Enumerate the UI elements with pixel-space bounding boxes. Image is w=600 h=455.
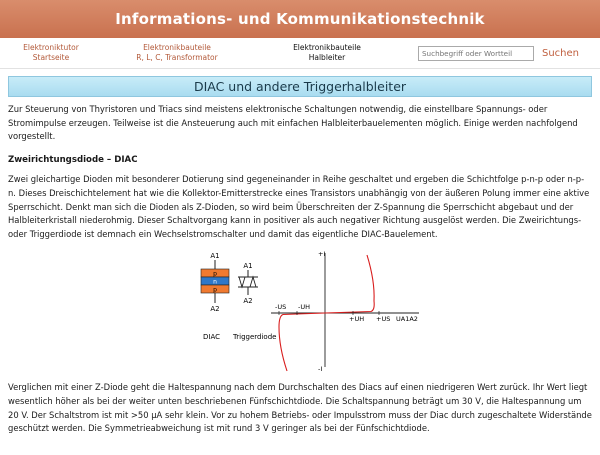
diac-figure <box>8 247 592 375</box>
nav-item-line1: Elektroniktutor <box>23 43 79 52</box>
curve-negative-branch <box>279 313 325 374</box>
nav-item-halbleiter[interactable] <box>252 43 402 63</box>
page-title <box>8 76 592 97</box>
nav-item-line2: Halbleiter <box>308 53 346 62</box>
search-area <box>418 46 579 61</box>
diac-description: Zwei gleichartige Dioden mit besonderer Dotierung sind gegeneinander in Reihe geschaltet und ergeben die Schichtfolge p-n-p oder n-p-n. Dieses Dreischichtelement hat wie die Kollektor-Emitterstrecke eines Transistors unabhängig von der äußeren Polung immer eine aktive Sperrschicht. Denkt man sich die Dioden als Z-Dioden, so wird beim Überschreiten der Z-Spannung die Sperrschicht abgebaut und der Halbleiterkristall niederohmig. Dieser Schaltvorgang kann in positiver als auch negativer Richtung ausgelöst werden. Die Zweirichtungs- oder Triggerdiode ist demnach ein Wechselstromschalter und damit das eigentliche DIAC-Bauelement. <box>8 174 590 239</box>
site-title: Informations- und Kommunikationstechnik <box>115 10 485 28</box>
label-minus-uh: -UH <box>298 303 310 312</box>
symbol-triangle-down <box>239 277 245 287</box>
layer-label-n: n <box>213 278 217 286</box>
nav-item-line1: Elektronikbauteile <box>143 43 211 52</box>
axis-label-minus-i: -I <box>318 365 323 374</box>
layer-label-a1: A1 <box>210 252 220 261</box>
diac-diagram <box>193 247 423 375</box>
symbol-label-a1: A1 <box>243 262 253 271</box>
caption-triggerdiode: Triggerdiode <box>233 333 277 342</box>
nav-item-line2: Startseite <box>32 53 70 62</box>
axis-label-plus-i: +I <box>318 250 326 259</box>
symbol-label-a2: A2 <box>243 297 253 306</box>
label-u-a1a2: UA1A2 <box>396 315 418 324</box>
caption-diac: DIAC <box>203 333 221 342</box>
label-plus-us: +US <box>376 315 391 324</box>
nav-item-rlc[interactable] <box>102 43 252 63</box>
nav-item-startseite[interactable] <box>0 43 102 63</box>
comparison-paragraph: Verglichen mit einer Z-Diode geht die Haltespannung nach dem Durchschalten des Diacs auf einen niedrigeren Wert zurück. Ihr Wert liegt wesentlich höher als bei der weiter unten beschriebenen Fünfschichtdiode. Die Schaltspannung beträgt um 30 V, die Haltespannung um 20 V. Der Schaltstrom ist mit >50 µA sehr klein. Vor zu hohem Betriebs- oder Impulsstrom muss der Diac durch zugeschaltete Widerstände geschützt werden. Die Symmetrieabweichung ist mit rund 3 V geringer als bei der Fünfschichtdiode. <box>8 382 592 434</box>
layer-label-a2: A2 <box>210 305 220 314</box>
site-banner <box>0 0 600 38</box>
top-navigation <box>0 38 600 69</box>
search-input[interactable] <box>418 46 534 61</box>
layer-label-p-top: p <box>213 270 217 278</box>
symbol-triangle-up <box>250 277 256 287</box>
label-plus-uh: +UH <box>349 315 365 324</box>
page-title-text: DIAC und andere Triggerhalbleiter <box>193 79 407 94</box>
nav-item-line1: Elektronikbauteile <box>293 43 361 52</box>
curve-positive-branch <box>325 255 374 313</box>
nav-item-line2: R, L, C, Transformator <box>136 53 218 62</box>
search-button[interactable]: Suchen <box>542 47 580 59</box>
label-minus-us: -US <box>275 303 287 312</box>
section-heading: Zweirichtungsdiode – DIAC <box>8 154 138 165</box>
main-content <box>0 103 600 436</box>
intro-paragraph: Zur Steuerung von Thyristoren und Triacs sind meistens elektronische Schaltungen notwendig, die einstellbare Spannungs- oder Stromimpulse erzeugen. Teilweise ist die Ansteuerung auch mit einfachen Halbleiterbauelementen möglich. Einige werden nachfolgend vorgestellt. <box>8 104 578 142</box>
layer-label-p-bottom: p <box>213 286 217 294</box>
